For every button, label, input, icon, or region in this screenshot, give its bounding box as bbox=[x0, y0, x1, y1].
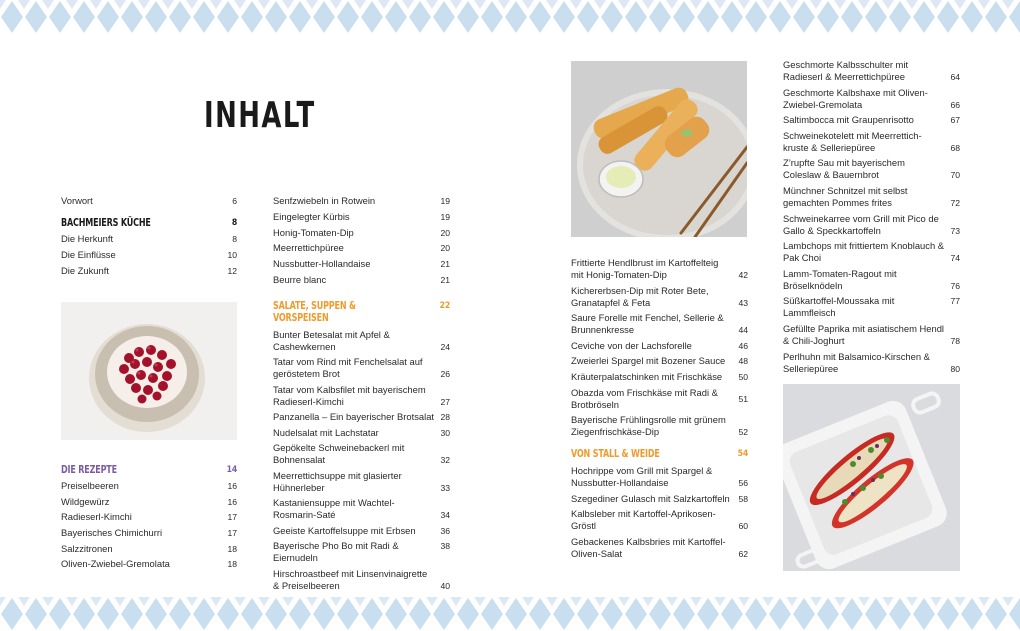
toc-entry[interactable] bbox=[273, 242, 450, 254]
toc-entry[interactable] bbox=[571, 536, 748, 560]
toc-entry-page: 40 bbox=[440, 580, 450, 591]
toc-entry-page: 67 bbox=[950, 115, 960, 126]
toc-entry[interactable] bbox=[783, 185, 960, 209]
toc-entry-page: 10 bbox=[227, 250, 237, 260]
toc-entry-title: Obazda vom Frischkäse mit Radi & Brotbröseln bbox=[571, 386, 718, 410]
toc-entry-page: 74 bbox=[950, 253, 960, 264]
toc-entry-page: 48 bbox=[738, 356, 748, 367]
toc-entry-title: Schweinekotelett mit Meerrettich-kruste & Selleriepüree bbox=[783, 129, 922, 153]
section-heading-title: BACHMEIERS KÜCHE bbox=[61, 217, 151, 229]
col1-group3 bbox=[61, 480, 237, 570]
toc-entry-title: Die Einflüsse bbox=[61, 249, 116, 260]
toc-entry[interactable] bbox=[61, 265, 237, 277]
toc-entry[interactable] bbox=[273, 211, 450, 223]
toc-entry-page: 50 bbox=[738, 371, 748, 382]
toc-entry-page: 18 bbox=[227, 543, 237, 554]
toc-entry[interactable] bbox=[571, 312, 748, 336]
toc-entry-title: Gepökelte Schweinebackerl mit Bohnensalat bbox=[273, 442, 405, 466]
toc-entry[interactable] bbox=[61, 527, 237, 539]
col1-group1 bbox=[61, 195, 237, 207]
toc-entry-title: Panzanella – Ein bayerischer Brotsalat bbox=[273, 411, 435, 423]
section-heading-page: 54 bbox=[737, 449, 748, 460]
toc-entry[interactable] bbox=[571, 257, 748, 281]
toc-entry-title: Lamm-Tomaten-Ragout mit Bröselknödeln bbox=[783, 267, 897, 291]
toc-entry[interactable] bbox=[273, 227, 450, 239]
toc-entry-title: Ceviche von der Lachsforelle bbox=[571, 339, 692, 351]
section-heading-page: 8 bbox=[231, 218, 237, 228]
stuffed-peppers-photo bbox=[783, 384, 960, 571]
toc-entry[interactable] bbox=[273, 497, 450, 521]
toc-entry[interactable] bbox=[783, 130, 960, 154]
toc-entry[interactable] bbox=[571, 355, 748, 367]
toc-entry-page: 78 bbox=[950, 335, 960, 346]
toc-entry-title: Salzzitronen bbox=[61, 542, 113, 554]
col3-group1 bbox=[571, 257, 748, 438]
toc-entry-title: Preiselbeeren bbox=[61, 480, 119, 491]
toc-entry[interactable] bbox=[783, 157, 960, 181]
toc-entry-page: 62 bbox=[738, 548, 748, 559]
toc-entry-title: Nussbutter-Hollandaise bbox=[273, 258, 371, 270]
toc-entry-page: 8 bbox=[232, 234, 237, 244]
toc-entry[interactable] bbox=[783, 59, 960, 83]
toc-entry-page: 66 bbox=[950, 99, 960, 110]
toc-entry-page: 33 bbox=[440, 482, 450, 493]
toc-entry-title: Vorwort bbox=[61, 195, 93, 206]
toc-entry-page: 70 bbox=[950, 170, 960, 181]
toc-entry-title: Honig-Tomaten-Dip bbox=[273, 226, 354, 238]
toc-entry[interactable] bbox=[571, 465, 748, 489]
toc-entry-title: Oliven-Zwiebel-Gremolata bbox=[61, 558, 170, 570]
toc-entry-title: Gebackenes Kalbsbries mit Kartoffel-Oliven-Salat bbox=[571, 535, 726, 559]
toc-entry-page: 44 bbox=[738, 325, 748, 336]
toc-entry-title: Eingelegter Kürbis bbox=[273, 210, 350, 222]
toc-entry-title: Schweinekarree vom Grill mit Pico de Gallo & Speckkartoffeln bbox=[783, 212, 939, 236]
col3-group2 bbox=[571, 465, 748, 560]
toc-entry-page: 24 bbox=[440, 341, 450, 352]
toc-entry-page: 19 bbox=[440, 211, 450, 222]
toc-entry-title: Hirschroastbeef mit Linsenvinaigrette & Preiselbeeren bbox=[273, 567, 428, 591]
toc-entry-page: 52 bbox=[738, 427, 748, 438]
toc-entry-title: Kichererbsen-Dip mit Roter Bete, Granatapfel & Feta bbox=[571, 284, 709, 308]
toc-entry-title: Tatar vom Kalbsfilet mit bayerischem Radieserl-Kimchi bbox=[273, 383, 426, 407]
toc-entry-page: 21 bbox=[440, 259, 450, 270]
toc-entry[interactable] bbox=[273, 442, 450, 466]
toc-entry-page: 18 bbox=[227, 559, 237, 570]
toc-entry-page: 17 bbox=[227, 512, 237, 523]
toc-entry[interactable] bbox=[273, 540, 450, 564]
toc-entry-title: Nudelsalat mit Lachstatar bbox=[273, 426, 379, 438]
toc-entry-title: Radieserl-Kimchi bbox=[61, 511, 132, 523]
toc-entry[interactable] bbox=[61, 496, 237, 508]
toc-entry-page: 38 bbox=[440, 541, 450, 552]
toc-entry[interactable] bbox=[783, 114, 960, 126]
toc-entry-page: 60 bbox=[738, 521, 748, 532]
col1-group2 bbox=[61, 233, 237, 277]
toc-entry[interactable] bbox=[273, 411, 450, 423]
toc-entry[interactable] bbox=[783, 268, 960, 292]
toc-entry-title: Kastaniensuppe mit Wachtel-Rosmarin-Saté bbox=[273, 497, 395, 521]
toc-entry-title: Zweierlei Spargel mit Bozener Sauce bbox=[571, 355, 726, 367]
toc-entry-title: Tatar vom Rind mit Fenchelsalat auf geröstetem Brot bbox=[273, 356, 423, 380]
toc-entry-title: Gefüllte Paprika mit asiatischem Hendl & Chili-Joghurt bbox=[783, 322, 945, 346]
toc-column-2 bbox=[273, 195, 450, 592]
top-pattern-band bbox=[0, 0, 1020, 34]
toc-entry-page: 20 bbox=[440, 227, 450, 238]
toc-entry[interactable] bbox=[783, 351, 960, 375]
col4-group1 bbox=[783, 59, 960, 375]
toc-column-1 bbox=[61, 195, 237, 277]
toc-entry-title: Bunter Betesalat mit Apfel & Cashewkernen bbox=[273, 328, 390, 352]
toc-entry[interactable] bbox=[61, 511, 237, 523]
toc-entry-title: Wildgewürz bbox=[61, 495, 110, 507]
toc-column-4 bbox=[783, 59, 960, 375]
cranberry-bowl-photo bbox=[61, 302, 237, 440]
toc-entry-title: Senfzwiebeln in Rotwein bbox=[273, 195, 376, 206]
toc-column-3 bbox=[571, 257, 748, 560]
toc-entry[interactable] bbox=[571, 371, 748, 383]
toc-entry-title: Szegediner Gulasch mit Salzkartoffeln bbox=[571, 492, 730, 504]
toc-entry-page: 32 bbox=[440, 455, 450, 466]
toc-entry[interactable] bbox=[273, 258, 450, 270]
toc-entry[interactable] bbox=[61, 480, 237, 492]
toc-entry-title: Lambchops mit frittiertem Knoblauch & Pak Choi bbox=[783, 240, 945, 264]
toc-entry[interactable] bbox=[273, 329, 450, 353]
toc-entry-title: Z’rupfte Sau mit bayerischem Coleslaw & Bauernbrot bbox=[783, 157, 905, 181]
bottom-pattern-band bbox=[0, 597, 1020, 631]
col2-group2 bbox=[273, 329, 450, 592]
toc-entry-page: 28 bbox=[440, 412, 450, 423]
toc-entry[interactable] bbox=[61, 543, 237, 555]
toc-entry-title: Perlhuhn mit Balsamico-Kirschen & Selleriepüree bbox=[783, 350, 930, 374]
section-heading-title: VON STALL & WEIDE bbox=[571, 448, 660, 461]
toc-entry-page: 34 bbox=[440, 510, 450, 521]
page-title: INHALT bbox=[204, 95, 316, 136]
toc-entry-title: Geschmorte Kalbshaxe mit Oliven-Zwiebel-Gremolata bbox=[783, 86, 928, 110]
toc-entry-title: Beurre blanc bbox=[273, 273, 327, 285]
toc-entry[interactable] bbox=[61, 249, 237, 261]
toc-entry-title: Frittierte Hendlbrust im Kartoffelteig mit Honig-Tomaten-Dip bbox=[571, 257, 719, 280]
col2-group1 bbox=[273, 195, 450, 286]
toc-entry-page: 64 bbox=[950, 72, 960, 82]
toc-entry-page: 26 bbox=[440, 369, 450, 380]
toc-entry-title: Bayerische Frühlingsrolle mit grünem Ziegenfrischkäse-Dip bbox=[571, 414, 726, 438]
toc-entry[interactable] bbox=[571, 387, 748, 411]
toc-entry-title: Kalbsleber mit Kartoffel-Aprikosen-Gröstl bbox=[571, 508, 716, 532]
toc-entry[interactable] bbox=[571, 414, 748, 438]
toc-entry-page: 72 bbox=[950, 197, 960, 208]
toc-column-1-lower bbox=[61, 464, 237, 570]
toc-entry-page: 21 bbox=[440, 274, 450, 285]
toc-entry[interactable] bbox=[273, 525, 450, 537]
toc-entry-page: 56 bbox=[738, 478, 748, 489]
section-heading-page: 14 bbox=[226, 465, 237, 475]
toc-entry[interactable] bbox=[783, 295, 960, 319]
toc-entry[interactable] bbox=[783, 87, 960, 111]
toc-entry-page: 17 bbox=[227, 528, 237, 539]
fried-chicken-rolls-photo bbox=[571, 61, 747, 237]
toc-entry-page: 42 bbox=[738, 270, 748, 280]
section-heading-title: SALATE, SUPPEN & VORSPEISEN bbox=[273, 299, 356, 324]
toc-entry[interactable] bbox=[783, 323, 960, 347]
toc-entry-title: Die Zukunft bbox=[61, 265, 109, 276]
toc-entry[interactable] bbox=[571, 285, 748, 309]
toc-entry-page: 19 bbox=[440, 196, 450, 206]
toc-entry-page: 12 bbox=[227, 266, 237, 276]
section-heading-von-stall-weide[interactable] bbox=[571, 448, 748, 460]
toc-entry-title: Geschmorte Kalbsschulter mit Radieserl & Meerrettichpüree bbox=[783, 59, 909, 82]
toc-entry[interactable] bbox=[273, 427, 450, 439]
toc-entry[interactable] bbox=[61, 195, 237, 207]
toc-entry-title: Saure Forelle mit Fenchel, Sellerie & Brunnenkresse bbox=[571, 312, 724, 336]
toc-entry-page: 58 bbox=[738, 493, 748, 504]
toc-entry[interactable] bbox=[783, 240, 960, 264]
toc-entry[interactable] bbox=[273, 470, 450, 494]
toc-entry-title: Die Herkunft bbox=[61, 233, 114, 244]
toc-entry[interactable] bbox=[273, 384, 450, 408]
toc-entry[interactable] bbox=[783, 213, 960, 237]
toc-entry-page: 6 bbox=[232, 196, 237, 206]
toc-entry-page: 43 bbox=[738, 297, 748, 308]
toc-entry-page: 20 bbox=[440, 243, 450, 254]
toc-entry-title: Kräuterpalatschinken mit Frischkäse bbox=[571, 370, 723, 382]
toc-entry[interactable] bbox=[61, 558, 237, 570]
toc-entry-page: 80 bbox=[950, 363, 960, 374]
toc-entry[interactable] bbox=[273, 274, 450, 286]
toc-entry-page: 16 bbox=[227, 481, 237, 491]
toc-entry-title: Bayerische Pho Bo mit Radi & Eiernudeln bbox=[273, 540, 399, 564]
toc-entry-title: Hochrippe vom Grill mit Spargel & Nussbutter-Hollandaise bbox=[571, 465, 713, 489]
toc-entry[interactable] bbox=[273, 568, 450, 592]
toc-entry[interactable] bbox=[571, 508, 748, 532]
toc-entry[interactable] bbox=[571, 493, 748, 505]
toc-entry-title: Meerrettichsuppe mit glasierter Hühnerleber bbox=[273, 469, 402, 493]
toc-entry-page: 30 bbox=[440, 427, 450, 438]
section-heading-die-rezepte[interactable] bbox=[61, 464, 237, 476]
toc-entry[interactable] bbox=[571, 340, 748, 352]
toc-entry-title: Saltimbocca mit Graupenrisotto bbox=[783, 114, 914, 126]
section-heading-salate[interactable] bbox=[273, 300, 450, 324]
section-heading-page: 22 bbox=[439, 300, 450, 311]
toc-entry-page: 16 bbox=[227, 496, 237, 507]
toc-entry-page: 68 bbox=[950, 142, 960, 153]
toc-entry-page: 77 bbox=[950, 296, 960, 307]
toc-entry[interactable] bbox=[61, 233, 237, 245]
toc-entry-title: Bayerisches Chimichurri bbox=[61, 527, 163, 539]
section-heading-title: DIE REZEPTE bbox=[61, 464, 117, 476]
section-heading-bachmeiers-kueche[interactable] bbox=[61, 217, 237, 229]
toc-entry-title: Geeiste Kartoffelsuppe mit Erbsen bbox=[273, 524, 416, 536]
toc-entry-title: Münchner Schnitzel mit selbst gemachten Pommes frites bbox=[783, 184, 908, 208]
toc-entry-page: 76 bbox=[950, 280, 960, 291]
toc-entry-title: Meerrettichpüree bbox=[273, 242, 344, 254]
toc-entry-page: 51 bbox=[738, 393, 748, 404]
toc-entry[interactable] bbox=[273, 195, 450, 207]
toc-entry-page: 73 bbox=[950, 225, 960, 236]
toc-entry-page: 27 bbox=[440, 396, 450, 407]
toc-entry-page: 36 bbox=[440, 525, 450, 536]
toc-entry-page: 46 bbox=[738, 340, 748, 351]
toc-entry-title: Süßkartoffel-Moussaka mit Lammfleisch bbox=[783, 295, 895, 319]
toc-entry[interactable] bbox=[273, 356, 450, 380]
